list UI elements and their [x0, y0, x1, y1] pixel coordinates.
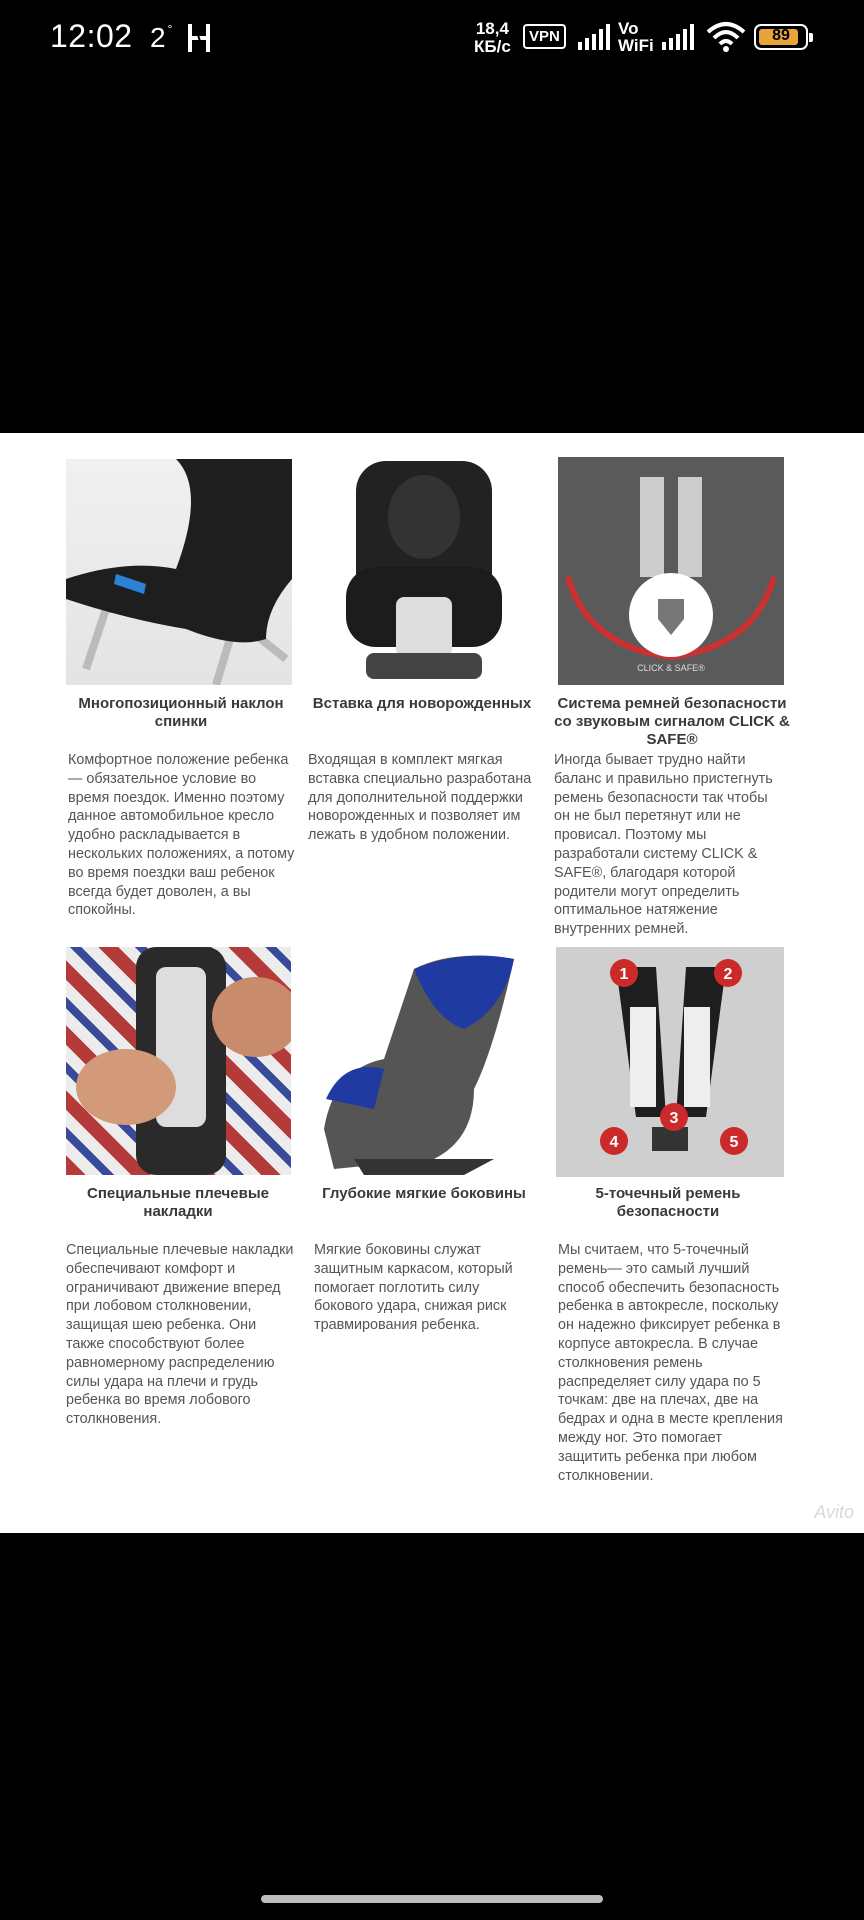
harness-icon	[558, 457, 784, 685]
feature-title: Вставка для новорожденных	[312, 695, 532, 712]
feature-title: Система ремней безопасности со звуковым сигналом CLICK & SAFE®	[554, 695, 790, 748]
click-safe-caption: CLICK & SAFE®	[637, 663, 705, 673]
vowifi-vo: Vo	[618, 19, 639, 38]
network-speed	[474, 20, 511, 56]
feature-description: Мягкие боковины служат защитным каркасом, который помогает поглотить силу бокового удара, снижая риск травмирования ребенка.	[314, 1242, 513, 1334]
signal-strength-icon	[576, 22, 612, 52]
harness-badge-5: 5	[729, 1134, 739, 1151]
harness-badge-2: 2	[723, 966, 733, 983]
h-network-icon	[186, 22, 212, 54]
recline-seat-icon	[66, 459, 292, 685]
feature-image-newborn-insert	[336, 457, 512, 685]
product-features-page	[0, 433, 864, 1533]
feature-description: Мы считаем, что 5-точечный ремень— это самый лучший способ обеспечить безопасность ребенка в автокресле, поскольку он надежно фиксирует ребенка в корпусе автокресла. В случае столкновения ремень распределяет силу удара по 5 точкам: две на плечах, две на бедрах и одна в месте крепления между ног. Это помогает защитить ребенка при любом столкновении.	[558, 1242, 783, 1484]
signal-strength-icon-2	[660, 22, 696, 52]
harness-badge-4: 4	[609, 1134, 619, 1151]
network-speed-value: 18,4	[475, 19, 509, 38]
side-wing-seat-icon	[314, 949, 530, 1177]
notification-count-sup: °	[167, 22, 173, 36]
feature-description: Входящая в комплект мягкая вставка специально разработана для дополнительной поддержки новорожденных и позволяет им лежать в удобном положении.	[308, 752, 532, 844]
notification-count	[150, 22, 173, 54]
clock: 12:02	[50, 18, 133, 54]
harness-badge-1: 1	[619, 966, 629, 983]
vowifi-icon	[618, 20, 654, 54]
network-speed-unit: КБ/с	[474, 37, 511, 56]
notification-count-value: 2	[150, 22, 166, 53]
feature-title: Глубокие мягкие боковины	[322, 1185, 526, 1202]
status-bar	[0, 0, 864, 80]
battery-percent: 89	[772, 27, 790, 44]
feature-title: 5-точечный ремень безопасности	[595, 1185, 741, 1220]
feature-title: Многопозиционный наклон спинки	[78, 695, 284, 730]
hands-icon	[66, 947, 291, 1175]
feature-title: Специальные плечевые накладки	[87, 1185, 269, 1220]
five-point-harness-icon	[556, 947, 784, 1177]
harness-badge-3: 3	[669, 1110, 679, 1127]
feature-image-click-safe	[558, 457, 784, 685]
battery-nub	[809, 33, 813, 42]
avito-watermark: Avito	[814, 1502, 854, 1522]
feature-description: Специальные плечевые накладки обеспечивают комфорт и ограничивают движение вперед при лобовом столкновении, защищая шею ребенка. Они также способствуют более равномерному распределению силы удара на плечи и грудь ребенка во время лобового столкновения.	[66, 1242, 294, 1428]
feature-image-side-wings	[314, 949, 530, 1177]
car-seat-icon	[336, 457, 512, 685]
vowifi-label: WiFi	[618, 36, 654, 55]
feature-description: Комфортное положение ребенка — обязательное условие во время поездок. Именно поэтому данное автомобильное кресло удобно раскладывается в нескольких положениях, а потому во время поездки ваш ребенок всегда будет доволен, а вы спокойны.	[68, 752, 295, 919]
feature-image-five-point-harness	[556, 947, 784, 1177]
battery-icon	[754, 24, 808, 50]
wifi-icon	[706, 20, 746, 54]
feature-image-shoulder-pads	[66, 947, 291, 1175]
home-indicator[interactable]	[261, 1895, 603, 1903]
vpn-icon: VPN	[523, 24, 566, 49]
feature-description: Иногда бывает трудно найти баланс и правильно пристегнуть ремень безопасности так чтобы он не был перетянут или не провисал. Поэтому мы разработали систему CLICK & SAFE®, благодаря которой родители могут определить оптимальное натяжение внутренних ремней.	[554, 752, 773, 938]
feature-image-recline	[66, 459, 292, 685]
